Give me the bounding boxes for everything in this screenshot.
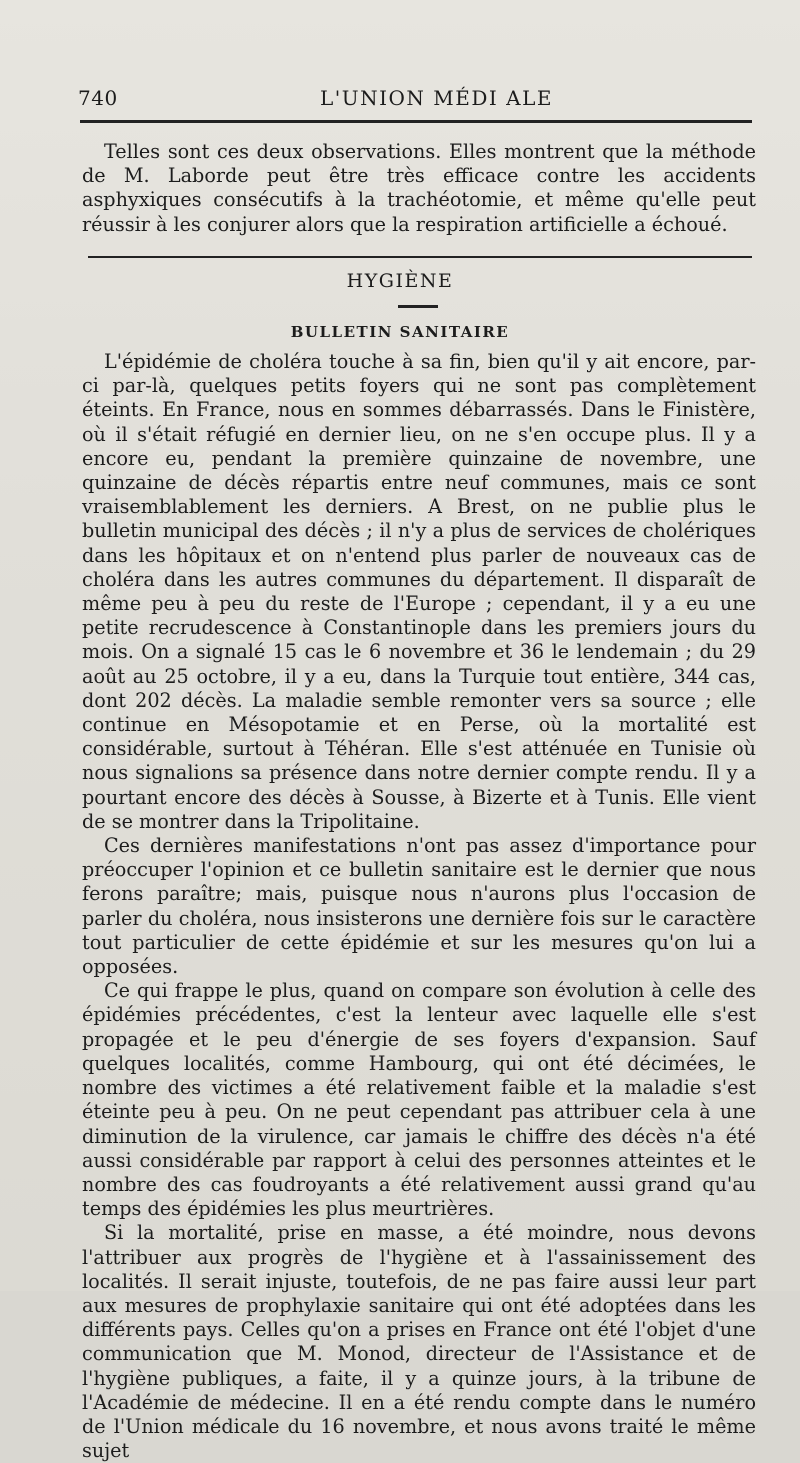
page-header <box>78 80 758 114</box>
header-rule <box>80 120 752 123</box>
paragraph: L'épidémie de choléra touche à sa fin, bien qu'il y ait encore, par-ci par-là, quelques petits foyers qui ne sont pas complètement éteints. En France, nous en sommes débarrassés. Dans le Finistère, où il s'était réfugié en dernier lieu, on ne s'en occupe plus. Il y a encore eu, pendant la première quinzaine de novembre, une quinzaine de décès répartis entre neuf communes, mais ce sont vraisemblablement les derniers. A Brest, on ne publie plus le bulletin municipal des décès ; il n'y a plus de services de cholériques dans les hôpitaux et on n'entend plus parler de nouveaux cas de choléra dans les autres communes du département. Il disparaît de même peu à peu du reste de l'Europe ; cependant, il y a eu une petite recrudescence à Constantinople dans les premiers jours du mois. On a signalé 15 cas le 6 novembre et 36 le lendemain ; du 29 août au 25 octobre, il y a eu, dans la Turquie tout entière, 344 cas, dont 202 décès. La maladie semble remonter vers sa source ; elle continue en Mésopotamie et en Perse, où la mortalité est considérable, surtout à Téhéran. Elle s'est atténuée en Tunisie où nous signalions sa présence dans notre dernier compte rendu. Il y a pourtant encore des décès à Sousse, à Bizerte et à Tunis. Elle vient de se montrer dans la Tripolitaine. <box>82 350 756 833</box>
page-number: 740 <box>78 86 118 110</box>
section-title: HYGIÈNE <box>346 270 454 292</box>
running-title: L'UNION MÉDI ALE <box>320 86 553 110</box>
paragraph: Ces dernières manifestations n'ont pas assez d'importance pour préoccuper l'opinion et ce bulletin sanitaire est le dernier que nous ferons paraître; mais, puisque nous n'aurons plus l'occasion de parler du choléra, nous insisterons une dernière fois sur le caractère tout particulier de cette épidémie et sur les mesures qu'on lui a opposées. <box>82 834 756 979</box>
paragraph: Si la mortalité, prise en masse, a été moindre, nous devons l'attribuer aux progrès de l'hygiène et à l'assainissement des localités. Il serait injuste, toutefois, de ne pas faire aussi leur part aux mesures de prophylaxie sanitaire qui ont été adoptées dans les différents pays. Celles qu'on a prises en France ont été l'objet d'une communication que M. Monod, directeur de l'Assistance et de l'hygiène publiques, a faite, il y a quinze jours, à la tribune de l'Académie de médecine. Il en a été rendu compte dans le numéro de l'Union médicale du 16 novembre, et nous avons traité le même sujet <box>82 1221 756 1463</box>
section-divider <box>88 256 752 258</box>
intro-text-block <box>82 140 756 237</box>
section-subtitle: BULLETIN SANITAIRE <box>290 323 510 341</box>
intro-paragraph: Telles sont ces deux observations. Elles montrent que la méthode de M. Laborde peut être très efficace contre les accidents asphyxiques consécutifs à la trachéotomie, et même qu'elle peut réussir à les conjurer alors que la respiration artificielle a échoué. <box>82 140 756 236</box>
paragraph: Ce qui frappe le plus, quand on compare son évolution à celle des épidémies précédentes, c'est la lenteur avec laquelle elle s'est propagée et le peu d'énergie de ses foyers d'expansion. Sauf quelques localités, comme Hambourg, qui ont été décimées, le nombre des victimes a été relativement faible et la maladie s'est éteinte peu à peu. On ne peut cependant pas attribuer cela à une diminution de la virulence, car jamais le chiffre des décès n'a été aussi considérable par rapport à celui des personnes atteintes et le nombre des cas foudroyants a été relativement aussi grand qu'au temps des épidémies les plus meurtrières. <box>82 979 756 1221</box>
article-body <box>82 350 756 1463</box>
ornament-divider <box>398 305 438 308</box>
